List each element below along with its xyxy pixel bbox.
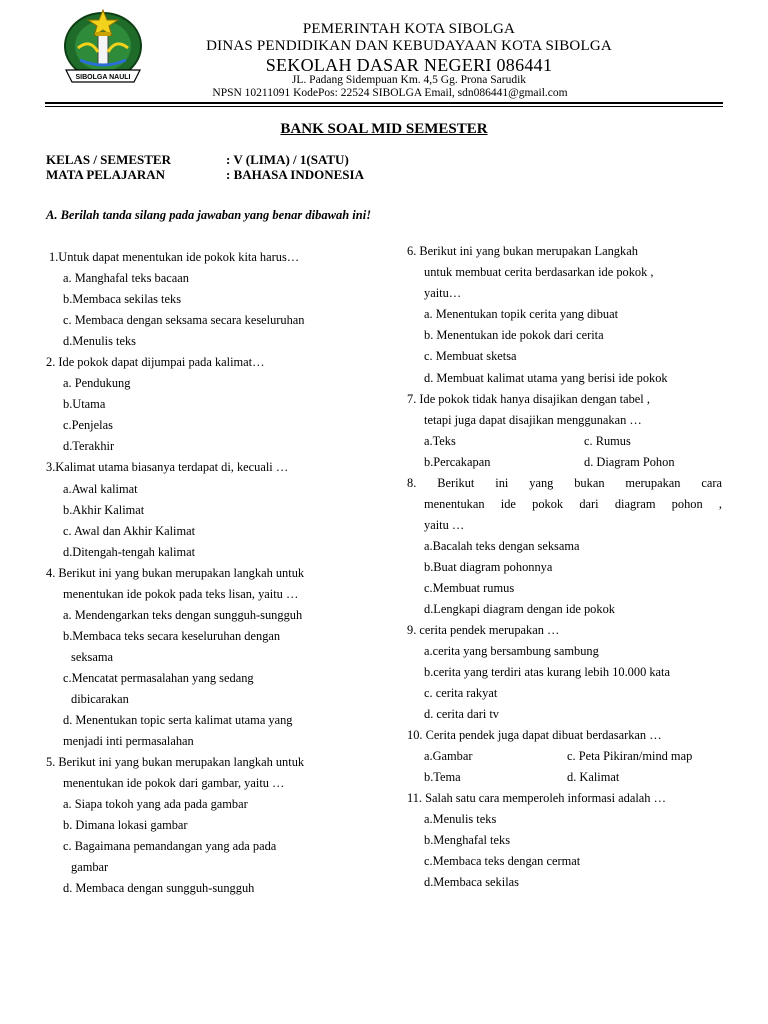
school-contact: NPSN 10211091 KodePos: 22524 SIBOLGA Email, sdn086441@gmail.com [212,87,568,99]
option-6c: c. Membuat sketsa [424,349,517,363]
question-4: 4. Berikut ini yang bukan merupakan langkah untuk [46,566,305,580]
question-11: 11. Salah satu cara memperoleh informasi adalah … [407,791,666,805]
mapel-label: MATA PELAJARAN [46,167,166,182]
option-9a: a.cerita yang bersambung sambung [424,644,599,658]
option-5d: d. Membaca dengan sungguh-sungguh [63,881,255,895]
header-line2: DINAS PENDIDIKAN DAN KEBUDAYAAN KOTA SIBOLGA [206,38,612,54]
header-line1: PEMERINTAH KOTA SIBOLGA [302,21,516,37]
option-3a: a.Awal kalimat [63,482,138,496]
header-rule-thin [45,106,723,107]
option-10a: a.Gambar [424,749,473,763]
option-4b: b.Membaca teks secara keseluruhan dengan [63,629,281,643]
question-8-cont: menentukan ide pokok dari diagram pohon , [424,497,722,511]
question-5-cont: menentukan ide pokok dari gambar, yaitu … [63,776,285,790]
option-2c: c.Penjelas [63,418,113,432]
option-7b: b.Percakapan [424,455,491,469]
question-8: 8. Berikut ini yang bukan merupakan cara [407,476,722,490]
option-9c: c. cerita rakyat [424,686,498,700]
question-7-cont: tetapi juga dapat disajikan menggunakan … [424,413,642,427]
option-7a: a.Teks [424,434,456,448]
option-8d: d.Lengkapi diagram dengan ide pokok [424,602,615,616]
option-4b-cont: seksama [71,650,113,664]
question-6-cont2: yaitu… [424,286,462,300]
option-4d-cont: menjadi inti permasalahan [63,734,194,748]
option-1b: b.Membaca sekilas teks [63,292,182,306]
question-1: 1.Untuk dapat menentukan ide pokok kita harus… [49,250,300,264]
option-5c-cont: gambar [71,860,109,874]
question-9: 9. cerita pendek merupakan … [407,623,560,637]
school-logo [60,8,146,88]
option-7c: c. Rumus [584,434,631,448]
option-11c: c.Membaca teks dengan cermat [424,854,581,868]
option-2b: b.Utama [63,397,106,411]
option-3b: b.Akhir Kalimat [63,503,145,517]
option-11d: d.Membaca sekilas [424,875,519,889]
option-6d: d. Membuat kalimat utama yang berisi ide pokok [424,371,668,385]
option-8a: a.Bacalah teks dengan seksama [424,539,580,553]
instruction: A. Berilah tanda silang pada jawaban yang benar dibawah ini! [46,208,372,222]
page-title: BANK SOAL MID SEMESTER [280,121,488,137]
option-10b: b.Tema [424,770,461,784]
option-5c: c. Bagaimana pemandangan yang ada pada [63,839,277,853]
option-11a: a.Menulis teks [424,812,497,826]
option-1d: d.Menulis teks [63,334,136,348]
question-4-cont: menentukan ide pokok pada teks lisan, yaitu … [63,587,299,601]
option-2d: d.Terakhir [63,439,115,453]
kelas-label: KELAS / SEMESTER [46,152,171,167]
option-4d: d. Menentukan topic serta kalimat utama yang [63,713,293,727]
option-5b: b. Dimana lokasi gambar [63,818,188,832]
option-1c: c. Membaca dengan seksama secara keseluruhan [63,313,305,327]
option-10d: d. Kalimat [567,770,620,784]
logo-banner-text: SIBOLGA NAULI [75,74,131,81]
option-4c-cont: dibicarakan [71,692,129,706]
question-2: 2. Ide pokok dapat dijumpai pada kalimat… [46,355,265,369]
option-3d: d.Ditengah-tengah kalimat [63,545,196,559]
option-6b: b. Menentukan ide pokok dari cerita [424,328,604,342]
option-9d: d. cerita dari tv [424,707,499,721]
option-9b: b.cerita yang terdiri atas kurang lebih 10.000 kata [424,665,671,679]
option-11b: b.Menghafal teks [424,833,511,847]
question-3: 3.Kalimat utama biasanya terdapat di, kecuali … [46,460,289,474]
question-6-cont: untuk membuat cerita berdasarkan ide pokok , [424,265,654,279]
option-10c: c. Peta Pikiran/mind map [567,749,693,763]
option-5a: a. Siapa tokoh yang ada pada gambar [63,797,248,811]
header-rule-thick [45,102,723,104]
question-10: 10. Cerita pendek juga dapat dibuat berdasarkan … [407,728,662,742]
question-6: 6. Berikut ini yang bukan merupakan Langkah [407,244,638,258]
option-2a: a. Pendukung [63,376,131,390]
question-7: 7. Ide pokok tidak hanya disajikan dengan tabel , [407,392,650,406]
option-7d: d. Diagram Pohon [584,455,675,469]
option-6a: a. Menentukan topik cerita yang dibuat [424,307,619,321]
school-name: SEKOLAH DASAR NEGERI 086441 [265,55,553,75]
option-4a: a. Mendengarkan teks dengan sungguh-sungguh [63,608,303,622]
option-4c: c.Mencatat permasalahan yang sedang [63,671,254,685]
option-8c: c.Membuat rumus [424,581,515,595]
kelas-value: : V (LIMA) / 1(SATU) [226,152,349,167]
option-3c: c. Awal dan Akhir Kalimat [63,524,196,538]
option-8b: b.Buat diagram pohonnya [424,560,553,574]
question-8-cont2: yaitu … [424,518,465,532]
school-address: JL. Padang Sidempuan Km. 4,5 Gg. Prona Sarudik [291,74,527,86]
option-1a: a. Manghafal teks bacaan [63,271,189,285]
question-5: 5. Berikut ini yang bukan merupakan langkah untuk [46,755,305,769]
mapel-value: : BAHASA INDONESIA [226,167,364,182]
